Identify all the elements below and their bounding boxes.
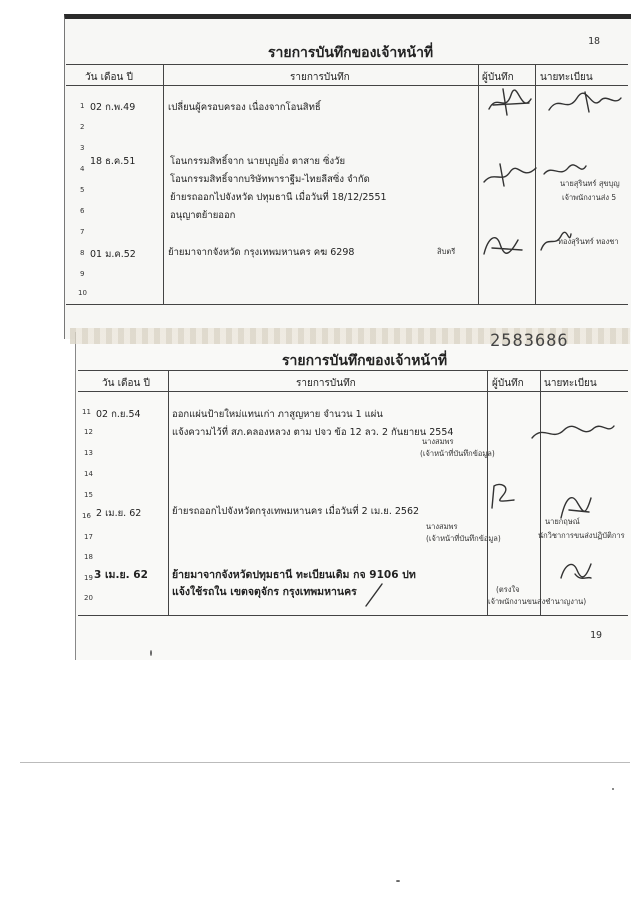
row-number: 14 <box>84 470 93 478</box>
entry-text: อนุญาตย้ายออก <box>170 210 236 221</box>
official-stamp-text: เจ้าพนักงานส่ง 5 <box>562 193 617 202</box>
official-stamp-text: นักวิชาการขนส่งปฏิบัติการ <box>538 531 625 540</box>
official-stamp-text: (ตรงใจ <box>496 585 520 594</box>
top-header-divider <box>66 85 628 86</box>
row-number: 13 <box>84 449 93 457</box>
entry-text: โอนกรรมสิทธิ์จากบริษัทพาราฐีม-ไทยลีสซิ่ง จำกัด <box>170 174 370 185</box>
official-stamp-text: (เจ้าหน้าที่บันทึกข้อมูล) <box>420 449 495 458</box>
signature-icon <box>484 480 520 512</box>
row-number: 16 <box>82 512 91 520</box>
row-number: 15 <box>84 491 93 499</box>
signature-icon <box>555 556 595 584</box>
signature-icon <box>485 85 535 119</box>
top-page-number: 18 <box>588 36 601 47</box>
entry-date: 02 ก.พ.49 <box>90 102 136 113</box>
entry-text: แจ้งความไว้ที่ สภ.คลองหลวง ตาม ปจว ข้อ 12 ลว. 2 กันยายน 2554 <box>172 427 454 438</box>
row-number: 18 <box>84 553 93 561</box>
top-record-title: รายการบันทึกของเจ้าหน้าที่ <box>268 45 434 61</box>
scan-speck <box>150 650 152 656</box>
top-header-registrar: นายทะเบียน <box>540 72 593 83</box>
bottom-header-date: วัน เดือน ปี <box>102 378 150 389</box>
top-col-divider-record <box>478 64 479 304</box>
official-stamp-text: นายสุรินทร์ สุขบุญ <box>560 179 620 188</box>
official-stamp-text: นายกฤษณ์ <box>545 517 580 526</box>
bottom-header-recorder: ผู้บันทึก <box>492 378 524 389</box>
top-header-record: รายการบันทึก <box>290 72 350 83</box>
row-number: 7 <box>80 228 85 236</box>
pen-mark-icon <box>362 580 386 610</box>
row-number: 5 <box>80 186 85 194</box>
row-number: 10 <box>78 289 87 297</box>
top-table-bottom <box>66 304 628 305</box>
document-serial-number: 2583686 <box>490 331 569 351</box>
signature-icon <box>535 226 575 256</box>
row-number: 17 <box>84 533 93 541</box>
row-number: 12 <box>84 428 93 436</box>
signature-icon <box>540 160 590 180</box>
entry-text: แจ้งใช้รถใน เขตจตุจักร กรุงเทพมหานคร <box>172 586 357 598</box>
scan-speck <box>612 788 614 790</box>
entry-text: เปลี่ยนผู้ครอบครอง เนื่องจากโอนสิทธิ์ <box>168 102 321 113</box>
row-number: 8 <box>80 249 85 257</box>
official-stamp-text: นางสมพร <box>426 522 458 531</box>
bottom-record-title: รายการบันทึกของเจ้าหน้าที่ <box>282 353 448 369</box>
official-stamp-text: เจ้าพนักงานขนส่งชำนาญงาน) <box>488 597 587 606</box>
entry-text: โอนกรรมสิทธิ์จาก นายบุญยิ่ง ตาสาย ซิ่งวัย <box>170 156 346 167</box>
entry-date: 2 เม.ย. 62 <box>96 508 142 519</box>
top-table-border <box>66 64 628 65</box>
entry-date: 3 เม.ย. 62 <box>94 569 148 581</box>
signature-icon <box>480 160 540 190</box>
entry-text: ย้ายมาจากจังหวัด กรุงเทพมหานคร คฆ 6298 <box>168 247 355 258</box>
entry-date: 02 ก.ย.54 <box>96 409 141 420</box>
scan-speck <box>396 880 400 882</box>
signature-icon <box>528 418 618 446</box>
row-number: 19 <box>84 574 93 582</box>
row-number: 1 <box>80 102 85 110</box>
entry-text: ย้ายรถออกไปจังหวัด ปทุมธานี เมื่อวันที่ 18/12/2551 <box>170 192 387 203</box>
signature-icon <box>555 488 595 522</box>
row-number: 20 <box>84 594 93 602</box>
bottom-page-number: 19 <box>590 630 603 641</box>
bottom-header-divider <box>78 391 628 392</box>
row-number: 6 <box>80 207 85 215</box>
row-number: 11 <box>82 408 91 416</box>
official-stamp-text: นางสมพร <box>422 437 454 446</box>
bottom-header-record: รายการบันทึก <box>296 378 356 389</box>
row-number: 3 <box>80 144 85 152</box>
bottom-col-divider-recorder <box>540 370 541 615</box>
scan-edge-line <box>20 762 630 763</box>
entry-date: 18 ธ.ค.51 <box>90 156 136 167</box>
bottom-table-bottom <box>78 615 628 616</box>
bottom-col-divider-date <box>168 370 169 615</box>
bottom-header-registrar: นายทะเบียน <box>544 378 597 389</box>
row-number: 4 <box>80 165 85 173</box>
official-stamp-text: สิบตรี <box>437 247 456 256</box>
row-number: 9 <box>80 270 85 278</box>
top-col-divider-date <box>163 64 164 304</box>
bottom-table-border <box>78 370 628 371</box>
entry-text: ย้ายรถออกไปจังหวัดกรุงเทพมหานคร เมื่อวันที่ 2 เม.ย. 2562 <box>172 506 420 517</box>
row-number: 2 <box>80 123 85 131</box>
top-header-date: วัน เดือน ปี <box>85 72 133 83</box>
entry-text: ออกแผ่นป้ายใหม่แทนเก่า ภาสูญหาย จำนวน 1 แผ่น <box>172 409 383 420</box>
official-stamp-text: ทองสุรินทร์ ทองชา <box>558 237 619 246</box>
entry-text: ย้ายมาจากจังหวัดปทุมธานี ทะเบียนเดิม กจ 9106 ปท <box>172 569 416 581</box>
official-stamp-text: (เจ้าหน้าที่บันทึกข้อมูล) <box>426 534 501 543</box>
top-header-recorder: ผู้บันทึก <box>482 72 514 83</box>
signature-icon <box>545 88 625 116</box>
signature-icon <box>478 228 528 260</box>
entry-date: 01 ม.ค.52 <box>90 249 136 260</box>
